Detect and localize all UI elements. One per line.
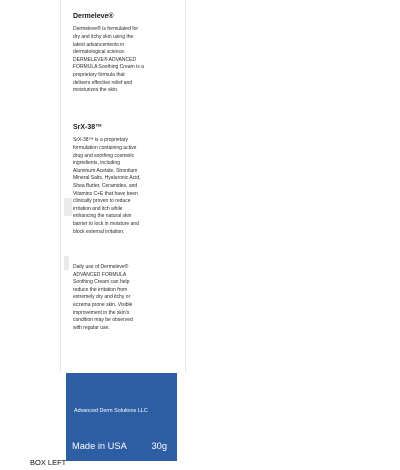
panel-left-edge xyxy=(60,0,61,372)
box-side-label: BOX LEFT xyxy=(30,458,67,467)
section-dermeleve xyxy=(73,13,179,95)
section-body: Dermeleve® is formulated for dry and itchy skin using the latest advancements in dermatological science. DERMELEVE® ADVANCED FORMULA Soothing Cream is a proprietary formula that delivers effective relief and moisturizes the skin. xyxy=(73,26,144,94)
footer-band xyxy=(66,373,177,461)
section-daily-use xyxy=(73,264,179,332)
made-in-label: Made in USA xyxy=(72,441,127,451)
section-heading: Dermeleve® xyxy=(73,13,114,20)
company-name: Advanced Derm Solutions LLC xyxy=(74,408,148,414)
fold-mark-upper xyxy=(64,198,72,216)
net-weight: 30g xyxy=(151,441,167,451)
section-body: Daily use of Dermeleve® ADVANCED FORMULA Soothing Cream can help reduce the irritation from extremely dry and itchy or eczema prone skin. Visible improvement in the skin's condition may be observed with regular use. xyxy=(73,264,133,331)
section-body: SrX-38™ is a proprietary formulation containing active drug and soothing cosmetic ingredients, including Aluminum Acetate, Strontium Mineral Salts, Hyaluronic Acid, Shea Butter, Ceramides, and Vitamins C+E that have been clinically proven to reduce irritation and itch while enhancing the natural skin barrier to lock in moisture and block external irritation. xyxy=(73,137,141,235)
section-srx38 xyxy=(73,124,179,236)
section-heading: SrX-38™ xyxy=(73,124,103,131)
panel-right-edge xyxy=(185,0,186,372)
fold-mark-lower xyxy=(64,256,69,270)
